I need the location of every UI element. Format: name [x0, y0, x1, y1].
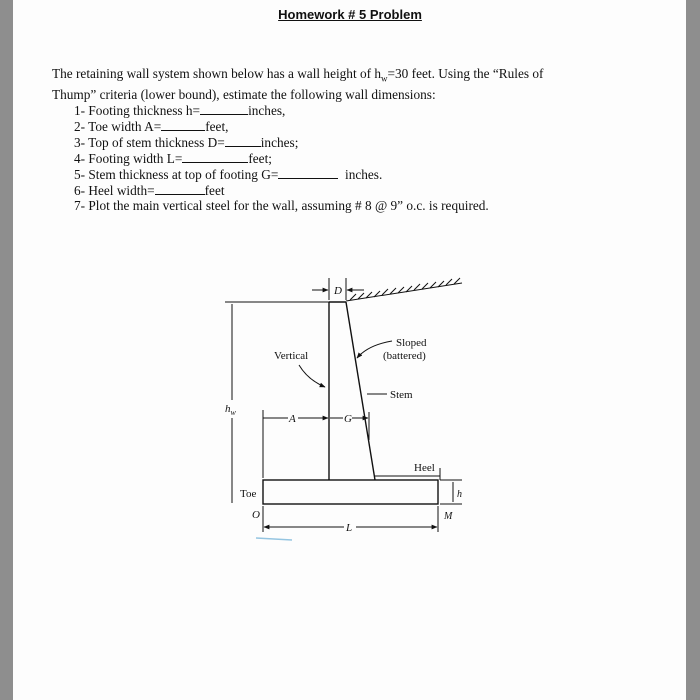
vertical-leader [299, 365, 325, 387]
label-A: A [289, 413, 296, 425]
label-D: D [334, 285, 342, 297]
label-heel: Heel [414, 462, 435, 474]
question-item-7: 7- Plot the main vertical steel for the wall, assuming # 8 @ 9” o.c. is required. [74, 198, 489, 213]
label-O: O [252, 509, 260, 521]
label-G: G [344, 413, 352, 425]
label-stem: Stem [390, 389, 413, 401]
label-hw: $h_w$ [225, 403, 236, 417]
dimension-A-G [263, 410, 369, 478]
label-battered: (battered) [383, 350, 426, 362]
label-vertical: Vertical [274, 350, 309, 362]
label-h: h [457, 489, 462, 500]
label-M: M [444, 511, 453, 522]
question-item-3: 3- Top of stem thickness D= inches; [74, 135, 299, 150]
question-item-4: 4- Footing width L= feet; [74, 151, 272, 166]
question-item-2: 2- Toe width A= feet, [74, 119, 229, 134]
wall-footing [263, 480, 438, 504]
label-toe: Toe [240, 488, 257, 500]
intro-line-1: The retaining wall system shown below has a wall height of $h_w=30$ feet. Using the “Rules of [52, 66, 544, 84]
wall-stem [329, 302, 375, 480]
label-L: L [346, 522, 353, 534]
question-item-5: 5- Stem thickness at top of footing G= inches. [74, 167, 383, 182]
question-item-1: 1- Footing thickness h= inches, [74, 103, 286, 118]
label-sloped: Sloped [396, 337, 427, 349]
question-item-6: 6- Heel width= feet [74, 183, 225, 198]
scan-mark [256, 538, 292, 540]
page-title: Homework # 5 Problem [278, 7, 422, 22]
dimension-hw [225, 302, 329, 503]
intro-line-2: Thump” criteria (lower bound), estimate the following wall dimensions: [52, 86, 436, 102]
